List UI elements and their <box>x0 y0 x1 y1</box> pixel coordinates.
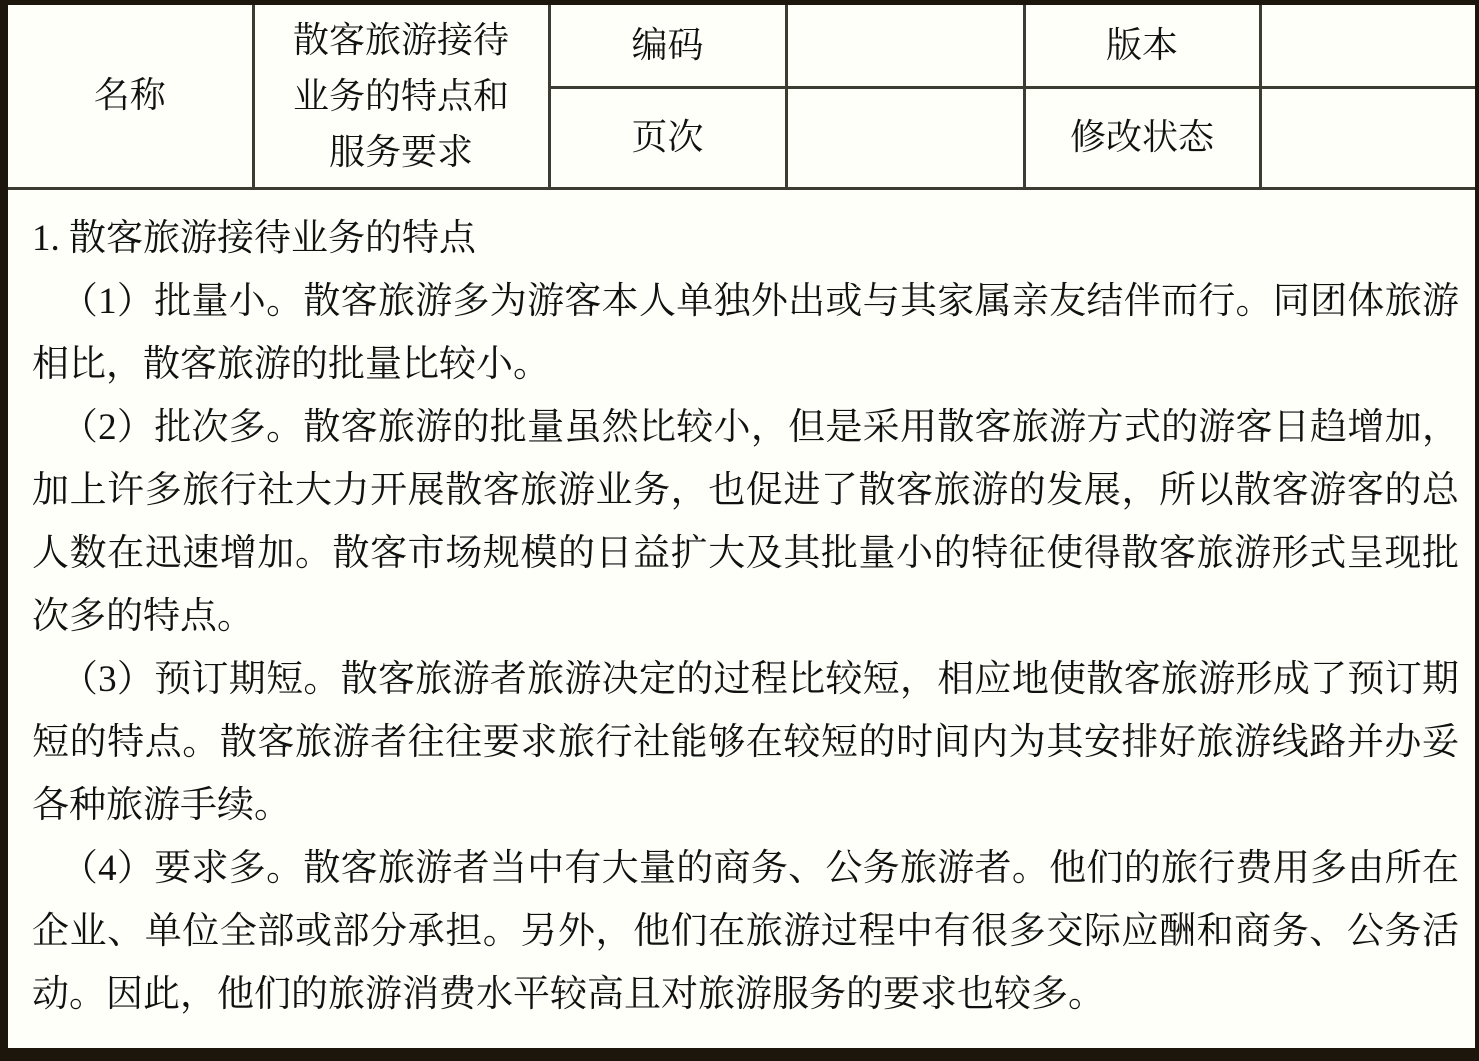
header-row-1 <box>8 5 1475 87</box>
paragraph-1: （1）批量小。散客旅游多为游客本人单独外出或与其家属亲友结伴而行。同团体旅游相比，散客旅游的批量比较小。 <box>32 281 1459 385</box>
version-label: 版本 <box>1105 24 1178 65</box>
page-no-label-cell <box>549 87 786 187</box>
document-body <box>8 187 1475 1026</box>
document-title: 散客旅游接待业务的特点和服务要求 <box>292 20 509 172</box>
paragraph-2: （2）批次多。散客旅游的批量虽然比较小，但是采用散客旅游方式的游客日趋增加，加上许多旅行社大力开展散客旅游业务，也促进了散客旅游的发展，所以散客游客的总人数在迅速增加。散客市场规模的日益扩大及其批量小的特征使得散客旅游形式呈现批次多的特点。 <box>32 407 1459 637</box>
paragraph-4: （4）要求多。散客旅游者当中有大量的商务、公务旅游者。他们的旅行费用多由所在企业、单位全部或部分承担。另外，他们在旅游过程中有很多交际应酬和商务、公务活动。因此，他们的旅游消费水平较高且对旅游服务的要求也较多。 <box>32 848 1459 1015</box>
revision-state-value-cell <box>1260 87 1475 187</box>
paragraph-3: （3）预订期短。散客旅游者旅游决定的过程比较短，相应地使散客旅游形成了预订期短的特点。散客旅游者往往要求旅行社能够在较短的时间内为其安排好旅游线路并办妥各种旅游手续。 <box>32 659 1459 826</box>
version-value-cell <box>1260 5 1475 87</box>
page-no-label: 页次 <box>631 117 704 158</box>
code-label: 编码 <box>631 24 704 65</box>
name-label: 名称 <box>93 75 166 116</box>
page-no-value-cell <box>786 87 1024 187</box>
document-title-cell <box>253 5 549 187</box>
section-heading: 1. 散客旅游接待业务的特点 <box>32 218 476 259</box>
version-label-cell <box>1024 5 1260 87</box>
revision-state-label-cell <box>1024 87 1260 187</box>
revision-state-label: 修改状态 <box>1069 117 1214 158</box>
code-label-cell <box>549 5 786 87</box>
code-value-cell <box>786 5 1024 87</box>
header-table <box>8 5 1475 187</box>
name-label-cell <box>8 5 253 187</box>
